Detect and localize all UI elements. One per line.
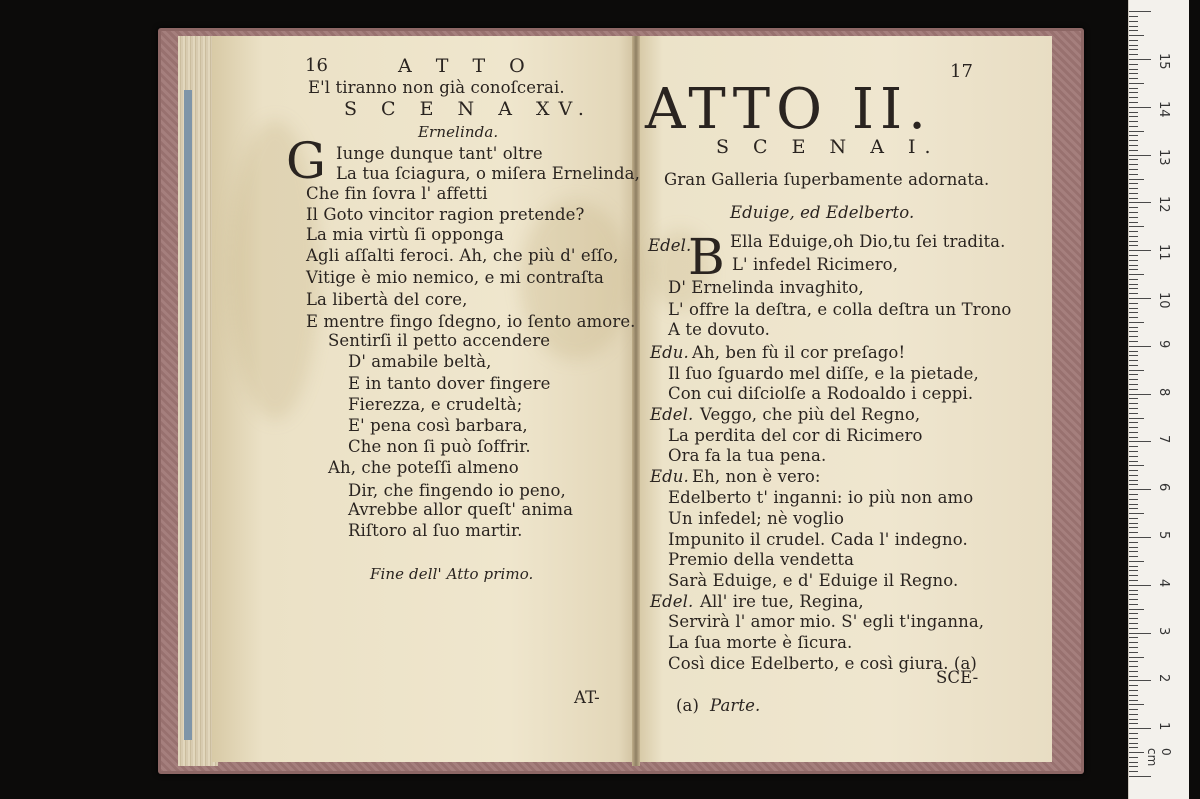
ruler-tick [1129, 150, 1138, 151]
verse-line: La perdita del cor di Ricimero [668, 426, 923, 445]
ruler-number: 8 [1156, 387, 1171, 396]
ruler-tick [1129, 719, 1138, 720]
ruler-tick [1129, 255, 1138, 256]
verse-line: Riſtoro al ſuo martir. [348, 521, 523, 540]
drop-cap-left: G [286, 132, 326, 190]
verse-line: Iunge dunque tant' oltre [336, 144, 543, 163]
ruler-number: 4 [1156, 578, 1171, 588]
ruler-tick [1129, 504, 1138, 505]
ruler-tick [1129, 456, 1138, 457]
ruler-tick [1129, 432, 1138, 433]
ruler-tick [1129, 274, 1144, 275]
catchword-right: SCE- [936, 668, 979, 687]
book-gutter [632, 36, 640, 766]
ruler-tick [1129, 661, 1138, 662]
ruler-tick [1129, 652, 1138, 653]
ruler-tick [1129, 633, 1151, 634]
ruler-tick [1129, 676, 1138, 677]
ruler-tick [1129, 408, 1138, 409]
ruler-tick [1129, 183, 1138, 184]
verse-line: L' infedel Ricimero, [732, 255, 899, 274]
verse-line: E mentre fingo ſdegno, io ſento amore. [306, 312, 636, 331]
ruler-tick [1129, 288, 1138, 289]
ruler-tick [1129, 217, 1138, 218]
ruler-tick [1129, 135, 1138, 136]
ruler-tick [1129, 355, 1138, 356]
ruler-tick [1129, 384, 1138, 385]
ruler-tick [1129, 83, 1144, 84]
verse-line: D' Ernelinda invaghito, [668, 278, 864, 297]
verse-line: L' offre la deſtra, e colla deſtra un Trono [668, 300, 1012, 319]
ruler-tick [1129, 575, 1138, 576]
footnote-mark: (a) [676, 696, 700, 715]
ruler-unit-label: 0 cm [1145, 748, 1173, 767]
ruler-tick [1129, 250, 1151, 251]
verse-line: Servirà l' amor mio. S' egli t'inganna, [668, 612, 985, 631]
ruler-tick [1129, 35, 1144, 36]
ruler-tick [1129, 21, 1138, 22]
ruler-tick [1129, 480, 1138, 481]
ruler-tick [1129, 45, 1138, 46]
ruler-number: 12 [1156, 196, 1171, 213]
ruler-tick [1129, 647, 1138, 648]
ruler-tick [1129, 394, 1151, 395]
verse-line: Dir, che fingendo io peno, [348, 481, 566, 500]
verse-line: Il ſuo ſguardo mel diſſe, e la pietade, [668, 364, 979, 383]
verse-line: Ora fa la tua pena. [668, 446, 827, 465]
ruler-tick [1129, 623, 1138, 624]
drop-cap-right: B [688, 228, 725, 286]
ruler-tick [1129, 16, 1138, 17]
ruler-tick [1129, 422, 1138, 423]
ruler-tick [1129, 226, 1144, 227]
ruler-tick [1129, 374, 1138, 375]
ruler-tick [1129, 680, 1151, 681]
ruler-tick [1129, 336, 1138, 337]
verse-line: Vitige è mio nemico, e mi contraſta [306, 268, 604, 287]
ruler-tick [1129, 265, 1138, 266]
ruler-tick [1129, 494, 1138, 495]
ruler-tick [1129, 489, 1151, 490]
ruler-tick [1129, 556, 1138, 557]
running-head: A T T O [398, 55, 534, 77]
ruler-tick [1129, 604, 1138, 605]
verse-line: Che fin ſovra l' affetti [306, 184, 488, 203]
verse-line: Avrebbe allor queſt' anima [348, 500, 574, 519]
verse-line: Veggo, che più del Regno, [700, 405, 921, 424]
ruler-tick [1129, 279, 1138, 280]
ruler-number: 2 [1156, 674, 1171, 683]
ruler-tick [1129, 293, 1138, 294]
ruler-tick [1129, 566, 1138, 567]
verse-line: Che non ſi può ſoffrir. [348, 437, 531, 456]
verse-line: Ah, ben fù il cor preſago! [692, 343, 906, 362]
ruler-tick [1129, 116, 1138, 117]
ruler-number: 1 [1156, 722, 1171, 731]
ruler-tick [1129, 346, 1151, 347]
ruler-tick [1129, 523, 1138, 524]
verse-line: Impunito il crudel. Cada l' indegno. [668, 530, 968, 549]
ruler-tick [1129, 518, 1138, 519]
ruler-tick [1129, 207, 1138, 208]
ruler-tick [1129, 322, 1144, 323]
ruler-tick [1129, 747, 1138, 748]
ruler-tick [1129, 236, 1138, 237]
ruler-tick [1129, 360, 1138, 361]
ruler-tick [1129, 542, 1138, 543]
ruler-tick [1129, 102, 1138, 103]
verse-line: Sentirſi il petto accendere [328, 331, 551, 350]
ruler-tick [1129, 733, 1138, 734]
ruler-tick [1129, 762, 1138, 763]
ruler-tick [1129, 771, 1138, 772]
ruler-tick [1129, 446, 1138, 447]
ruler-tick [1129, 159, 1138, 160]
first-line: Ella Eduige,oh Dio,tu ſei tradita. [730, 232, 1006, 251]
verse-line: Ah, che poteſſi almeno [328, 458, 519, 477]
ruler-tick [1129, 738, 1138, 739]
setting-description: Gran Galleria ſuperbamente adornata. [664, 170, 990, 189]
ruler-tick [1129, 174, 1138, 175]
verse-line: La tua ſciagura, o miſera Ernelinda, [336, 164, 640, 183]
verse-line: E' pena così barbara, [348, 416, 528, 435]
ruler-tick [1129, 398, 1138, 399]
ruler-tick [1129, 637, 1138, 638]
act-ending: Fine dell' Atto primo. [370, 565, 534, 583]
ruler-number: 7 [1156, 435, 1171, 444]
ruler-number: 15 [1156, 53, 1171, 70]
ruler-tick [1129, 709, 1138, 710]
ruler-tick [1129, 331, 1138, 332]
flyleaf-edge [184, 90, 192, 740]
ruler-number: 13 [1156, 148, 1171, 166]
ruler-tick [1129, 418, 1144, 419]
ruler-tick [1129, 427, 1138, 428]
scene-title-left: S C E N A XV. [344, 98, 593, 120]
page-number-left: 16 [305, 55, 329, 76]
ruler-tick [1129, 752, 1144, 753]
ruler-tick [1129, 499, 1138, 500]
ruler-tick [1129, 618, 1138, 619]
ruler-tick [1129, 198, 1138, 199]
ruler-tick [1129, 379, 1138, 380]
ruler-tick [1129, 284, 1138, 285]
ruler-tick [1129, 69, 1138, 70]
ruler-tick [1129, 212, 1138, 213]
ruler-tick [1129, 312, 1138, 313]
ruler-tick [1129, 351, 1138, 352]
ruler-tick [1129, 59, 1151, 60]
ruler-tick [1129, 64, 1138, 65]
ruler-tick [1129, 484, 1138, 485]
ruler-number: 9 [1156, 339, 1171, 349]
characters-list: Eduige, ed Edelberto. [730, 203, 915, 222]
ruler-tick [1129, 657, 1144, 658]
ruler-tick [1129, 413, 1138, 414]
ruler-tick [1129, 54, 1138, 55]
ruler-tick [1129, 303, 1138, 304]
ruler-tick [1129, 766, 1138, 767]
ruler-number: 14 [1156, 100, 1171, 118]
ruler-tick [1129, 97, 1138, 98]
ruler-tick [1129, 776, 1151, 777]
ruler-tick [1129, 532, 1138, 533]
ruler-tick [1129, 461, 1138, 462]
speaker-label: Edu. [650, 343, 689, 362]
ruler-tick [1129, 561, 1144, 562]
ruler-tick [1129, 666, 1138, 667]
ruler-tick [1129, 193, 1138, 194]
speaker-label: Edel. [650, 592, 694, 611]
ruler-tick [1129, 570, 1138, 571]
verse-line: La libertà del core, [306, 290, 468, 309]
verse-line: Così dice Edelberto, e così giura. (a) [668, 654, 977, 673]
verse-line: La mia virtù ſi opponga [306, 225, 504, 244]
ruler-tick [1129, 547, 1138, 548]
ruler-tick [1129, 628, 1138, 629]
ruler-number: 3 [1156, 626, 1171, 635]
ruler-number: 11 [1156, 244, 1171, 261]
verse-line: All' ire tue, Regina, [700, 592, 864, 611]
ruler-tick [1129, 78, 1138, 79]
ruler-tick [1129, 121, 1138, 122]
ruler-tick [1129, 269, 1138, 270]
verse-line: Eh, non è vero: [692, 467, 821, 486]
ruler-tick [1129, 188, 1138, 189]
ruler-tick [1129, 714, 1138, 715]
footnote-text: Parte. [710, 696, 761, 715]
speaker-name: Ernelinda. [418, 123, 499, 141]
ruler-tick [1129, 202, 1151, 203]
verse-line: Fierezza, e crudeltà; [348, 395, 523, 414]
ruler-tick [1129, 298, 1151, 299]
ruler-tick [1129, 590, 1138, 591]
ruler-tick [1129, 475, 1138, 476]
verse-line: A te dovuto. [668, 320, 770, 339]
ruler-tick [1129, 365, 1138, 366]
ruler-tick [1129, 527, 1138, 528]
ruler-tick [1129, 49, 1138, 50]
ruler-tick [1129, 317, 1138, 318]
ruler-tick [1129, 327, 1138, 328]
verse-line: Il Goto vincitor ragion pretende? [306, 205, 585, 224]
ruler-tick [1129, 642, 1138, 643]
ruler-tick [1129, 695, 1138, 696]
ruler-tick [1129, 613, 1138, 614]
scene-title-right: S C E N A I. [716, 136, 940, 158]
ruler-tick [1129, 370, 1144, 371]
verse-line: Agli aſſalti feroci. Ah, che più d' eſſo, [306, 246, 619, 265]
ruler-tick [1129, 164, 1138, 165]
ruler-tick [1129, 308, 1138, 309]
ruler-tick [1129, 757, 1138, 758]
ruler-tick [1129, 704, 1144, 705]
ruler-tick [1129, 26, 1138, 27]
ruler-tick [1129, 140, 1138, 141]
ruler-tick [1129, 465, 1144, 466]
ruler-tick [1129, 11, 1151, 12]
page-number-right: 17 [950, 61, 974, 82]
ruler-tick [1129, 107, 1151, 108]
ruler-tick [1129, 723, 1138, 724]
ruler-tick [1129, 112, 1138, 113]
ruler-tick [1129, 513, 1144, 514]
ruler-tick [1129, 594, 1138, 595]
ruler-tick [1129, 585, 1151, 586]
measurement-ruler [1128, 0, 1189, 799]
speaker-label: Edel. [650, 405, 694, 424]
verse-line: Edelberto t' inganni: io più non amo [668, 488, 974, 507]
first-speaker: Edel. [648, 236, 692, 255]
verse-line: Premio della vendetta [668, 550, 855, 569]
ruler-number: 6 [1156, 483, 1171, 492]
ruler-tick [1129, 599, 1138, 600]
ruler-tick [1129, 179, 1144, 180]
ruler-tick [1129, 40, 1138, 41]
verse-line: Un infedel; nè voglio [668, 509, 845, 528]
ruler-tick [1129, 690, 1138, 691]
ruler-tick [1129, 743, 1138, 744]
ruler-tick [1129, 437, 1138, 438]
ruler-tick [1129, 685, 1138, 686]
ruler-tick [1129, 537, 1151, 538]
ruler-tick [1129, 551, 1138, 552]
ruler-tick [1129, 451, 1138, 452]
ruler-tick [1129, 126, 1138, 127]
ruler-tick [1129, 580, 1138, 581]
ruler-tick [1129, 700, 1138, 701]
ruler-tick [1129, 241, 1138, 242]
ruler-tick [1129, 169, 1138, 170]
ruler-tick [1129, 260, 1138, 261]
verse-line: E in tanto dover fingere [348, 374, 551, 393]
opening-line: E'l tiranno non già conoſcerai. [308, 78, 565, 97]
ruler-tick [1129, 231, 1138, 232]
verse-line: Sarà Eduige, e d' Eduige il Regno. [668, 571, 959, 590]
ruler-tick [1129, 341, 1138, 342]
ruler-number: 10 [1156, 292, 1171, 309]
catchword-left: AT- [574, 688, 600, 707]
ruler-tick [1129, 131, 1144, 132]
ruler-tick [1129, 441, 1151, 442]
ruler-number: 5 [1156, 531, 1171, 540]
ruler-tick [1129, 609, 1144, 610]
ruler-tick [1129, 30, 1138, 31]
verse-line: La ſua morte è ſicura. [668, 633, 853, 652]
ruler-tick [1129, 155, 1151, 156]
ruler-tick [1129, 145, 1138, 146]
ruler-tick [1129, 245, 1138, 246]
ruler-tick [1129, 88, 1138, 89]
verse-line: Con cui diſciolſe a Rodoaldo i ceppi. [668, 384, 974, 403]
ruler-tick [1129, 222, 1138, 223]
verse-line: D' amabile beltà, [348, 352, 492, 371]
ruler-tick [1129, 73, 1138, 74]
ruler-tick [1129, 671, 1138, 672]
speaker-label: Edu. [650, 467, 689, 486]
ruler-tick [1129, 389, 1138, 390]
ruler-tick [1129, 508, 1138, 509]
ruler-tick [1129, 92, 1138, 93]
ruler-tick [1129, 728, 1151, 729]
act-title: ATTO II. [645, 77, 932, 142]
ruler-tick [1129, 470, 1138, 471]
ruler-tick [1129, 403, 1138, 404]
